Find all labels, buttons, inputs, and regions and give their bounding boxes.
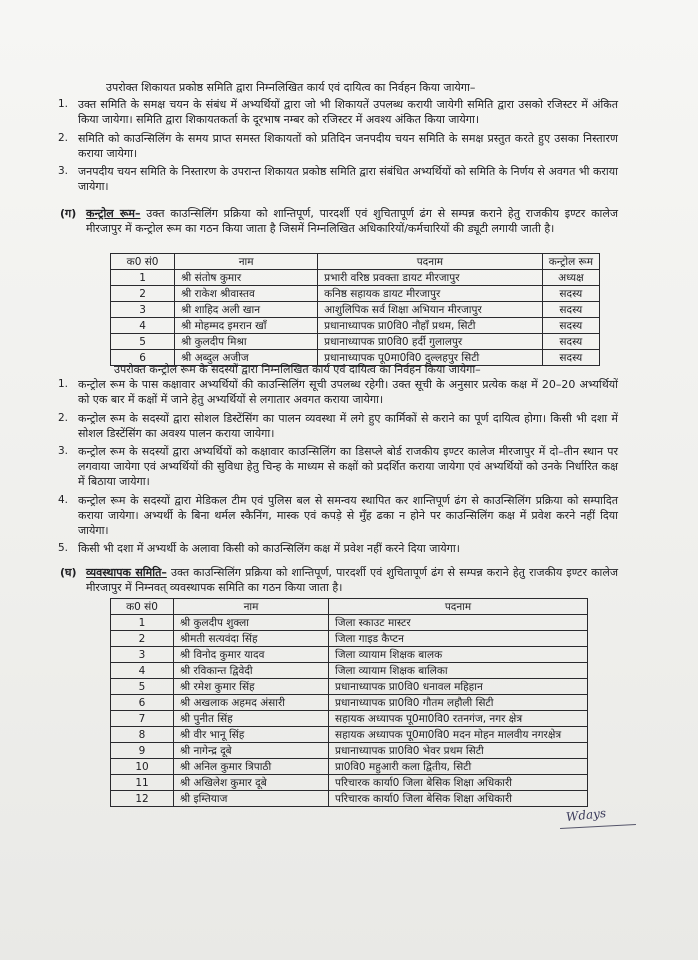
management-committee-table [110, 598, 588, 807]
section-management-committee [60, 565, 618, 595]
cell-role: सदस्य [542, 318, 599, 334]
section-label: (ग) [60, 207, 77, 220]
cell-serial: 2 [111, 631, 174, 647]
cell-serial: 2 [111, 286, 175, 302]
column-header: क0 सं0 [111, 599, 174, 615]
table-row [111, 270, 600, 286]
cell-serial: 10 [111, 759, 174, 775]
cell-designation: सहायक अध्यापक पू0मा0वि0 रतनगंज, नगर क्षेत्र [329, 711, 588, 727]
cell-name: श्री नागेन्द्र दूबे [174, 743, 329, 759]
list-item [58, 444, 618, 490]
cell-serial: 3 [111, 647, 174, 663]
cell-serial: 8 [111, 727, 174, 743]
item-text: कन्ट्रोल रूम के सदस्यों द्वारा मेडिकल टीम एवं पुलिस बल से समन्वय स्थापित कर शान्तिपूर्ण ढंग से काउन्सिलिंग प्रक्रिया को सम्पादित कराया जायेगा। अभ्यर्थी के बिना थर्मल स्कैनिंग, मास्क एवं कपड़े से मुँह ढका न होने पर काउन्सिलिंग कक्ष में प्रवेश करने नहीं दिया जायेगा। [78, 493, 618, 538]
item-text: समिति को काउन्सिलिंग के समय प्राप्त समस्त शिकायतों को प्रतिदिन जनपदीय चयन समिति के समक्ष प्रस्तुत करते हुए उसका निस्तारण कराया जायेगा। [78, 131, 618, 160]
duties-heading: उपरोक्त कन्ट्रोल रूम के सदस्यों द्वारा निम्नलिखित कार्य एवं दायित्व का निर्वहन किया जायेगा– [114, 363, 481, 376]
section-text: उक्त काउन्सिलिंग प्रक्रिया को शान्तिपूर्ण, पारदर्शी एवं शुचितापूर्ण ढंग से सम्पन्न कराने हेतु राजकीय इण्टर कालेज मीरजापुर में कन्ट्रोल रूम का गठन किया जाता है जिसमें निम्नलिखित अधिकारियों/कर्मचारियों की ड्यूटी लगायी जाती है। [86, 207, 618, 236]
cell-serial: 12 [111, 791, 174, 807]
list-item [58, 493, 618, 539]
control-room-table [110, 253, 600, 366]
cell-designation: जिला गाइड कैप्टन [329, 631, 588, 647]
cell-serial: 5 [111, 334, 175, 350]
table-row [111, 695, 588, 711]
cell-name: श्री इम्तियाज [174, 791, 329, 807]
cell-serial: 11 [111, 775, 174, 791]
item-text: उक्त समिति के समक्ष चयन के संबंध में अभ्यर्थियों द्वारा जो भी शिकायतें उपलब्ध करायी जायेगी समिति द्वारा उसको रजिस्टर में अंकित किया जायेगा। समिति द्वारा शिकायतकर्ता के दूरभाष नम्बर को रजिस्टर में अवश्य अंकित किया जायेगा। [78, 98, 618, 127]
item-number: 1. [58, 378, 69, 391]
cell-name: श्री कुलदीप शुक्ला [174, 615, 329, 631]
cell-designation: प्रधानाध्यापक प्रा0वि0 गौतम लहौली सिटी [329, 695, 588, 711]
cell-role: सदस्य [542, 302, 599, 318]
cell-serial: 4 [111, 318, 175, 334]
cell-name: श्री वीर भानू सिंह [174, 727, 329, 743]
handwritten-signature: Wdays [565, 805, 607, 825]
cell-name: श्री अखिलेश कुमार दूबे [174, 775, 329, 791]
table-row [111, 759, 588, 775]
section-intro [86, 206, 618, 236]
cell-designation: प्रधानाध्यापक प्रा0वि0 भेवर प्रथम सिटी [329, 743, 588, 759]
cell-designation: प्रधानाध्यापक प्रा0वि0 हर्दी गुलालपुर [318, 334, 543, 350]
cell-name: श्री कुलदीप मिश्रा [175, 334, 318, 350]
cell-designation: प्रधानाध्यापक प्रा0वि0 नौहाँ प्रथम, सिटी [318, 318, 543, 334]
cell-role: सदस्य [542, 286, 599, 302]
section-label: (घ) [60, 566, 77, 579]
cell-name: श्री रमेश कुमार सिंह [174, 679, 329, 695]
cell-name: श्री विनोद कुमार यादव [174, 647, 329, 663]
cell-designation: जिला व्यायाम शिक्षक बालिका [329, 663, 588, 679]
signature-underline [560, 824, 636, 829]
table-row [111, 663, 588, 679]
cell-designation: परिचारक कार्या0 जिला बेसिक शिक्षा अधिकारी [329, 775, 588, 791]
cell-name: श्री रविकान्त द्विवेदी [174, 663, 329, 679]
cell-role: अध्यक्ष [542, 270, 599, 286]
cell-role: सदस्य [542, 334, 599, 350]
cell-designation: आशुलिपिक सर्व शिक्षा अभियान मीरजापुर [318, 302, 543, 318]
cell-serial: 1 [111, 615, 174, 631]
cell-name: श्री राकेश श्रीवास्तव [175, 286, 318, 302]
cell-designation: कनिष्ठ सहायक डायट मीरजापुर [318, 286, 543, 302]
cell-designation: सहायक अध्यापक पू0मा0वि0 मदन मोहन मालवीय नगरक्षेत्र [329, 727, 588, 743]
cell-name: श्री संतोष कुमार [175, 270, 318, 286]
column-header: नाम [174, 599, 329, 615]
item-text: कन्ट्रोल रूम के सदस्यों द्वारा सोशल डिस्टेंसिंग का पालन व्यवस्था में लगे हुए कार्मिकों से कराने का पूर्ण दायित्व होगा। किसी भी दशा में सोशल डिस्टेंसिंग का अवश्य पालन कराया जायेगा। [78, 411, 618, 440]
cell-name: श्री अब्दुल अजीज [175, 350, 318, 366]
item-number: 1. [58, 98, 69, 111]
table-row [111, 727, 588, 743]
cell-name: श्री मोहम्मद इमरान खाँ [175, 318, 318, 334]
cell-serial: 5 [111, 679, 174, 695]
table-row [111, 791, 588, 807]
table-row [111, 647, 588, 663]
section-heading: व्यवस्थापक समिति– [86, 566, 167, 579]
cell-designation: परिचारक कार्या0 जिला बेसिक शिक्षा अधिकारी [329, 791, 588, 807]
cell-serial: 7 [111, 711, 174, 727]
section-heading: कन्ट्रोल रूम– [86, 207, 141, 220]
intro-heading: उपरोक्त शिकायत प्रकोष्ठ समिति द्वारा निम्नलिखित कार्य एवं दायित्व का निर्वहन किया जायेगा– [106, 81, 476, 94]
cell-designation: प्रभारी वरिष्ठ प्रवक्ता डायट मीरजापुर [318, 270, 543, 286]
table-row [111, 631, 588, 647]
cell-serial: 4 [111, 663, 174, 679]
cell-designation: प्रधानाध्यापक पू0मा0वि0 दुल्लहपुर सिटी [318, 350, 543, 366]
section-text: उक्त काउन्सिलिंग प्रक्रिया को शान्तिपूर्ण, पारदर्शी एवं शुचितापूर्ण ढंग से सम्पन्न कराने हेतु राजकीय इण्टर कालेज मीरजापुर में निम्नवत् व्यवस्थापक समिति का गठन किया जाता है। [86, 566, 618, 595]
cell-designation: प्रधानाध्यापक प्रा0वि0 धनावल महिहान [329, 679, 588, 695]
list-item [58, 164, 618, 194]
column-header: नाम [175, 254, 318, 270]
cell-serial: 6 [111, 695, 174, 711]
table-row [111, 743, 588, 759]
item-number: 2. [58, 131, 69, 144]
item-text: जनपदीय चयन समिति के निस्तारण के उपरान्त शिकायत प्रकोष्ठ समिति द्वारा संबंधित अभ्यर्थियों को समिति के निर्णय से अवगत भी कराया जायेगा। [78, 165, 618, 194]
column-header: क0 सं0 [111, 254, 175, 270]
control-room-duties [58, 362, 618, 556]
intro-section [58, 80, 618, 194]
list-item [58, 131, 618, 161]
table-header-row [111, 254, 600, 270]
table-row [111, 286, 600, 302]
item-text: किसी भी दशा में अभ्यर्थी के अलावा किसी को काउन्सिलिंग कक्ष में प्रवेश नहीं करने दिया जायेगा। [78, 542, 460, 556]
cell-serial: 1 [111, 270, 175, 286]
column-header: पदनाम [318, 254, 543, 270]
item-number: 4. [58, 493, 69, 506]
column-header: पदनाम [329, 599, 588, 615]
item-text: कन्ट्रोल रूम के सदस्यों द्वारा अभ्यर्थियों को कक्षावार काउन्सिलिंग का डिसप्ले बोर्ड राजकीय इण्टर कालेज मीरजापुर में दो–तीन स्थान पर लगवाया जायेगा एवं अभ्यर्थियों की सुविधा हेतु चिन्ह के माध्यम से कक्षों को प्रदर्शित कराया जायेगा एवं अभ्यर्थियों को उनके निर्धारित कक्ष में बिठाया जायेगा। [78, 445, 618, 489]
list-item [58, 377, 618, 407]
cell-name: श्री पुनीत सिंह [174, 711, 329, 727]
cell-serial: 9 [111, 743, 174, 759]
cell-designation: प्रा0वि0 महुआरी कला द्वितीय, सिटी [329, 759, 588, 775]
item-text: कन्ट्रोल रूम के पास कक्षावार अभ्यर्थियों की काउन्सिलिंग सूची उपलब्ध रहेगी। उक्त सूची के अनुसार प्रत्येक कक्ष में 20–20 अभ्यर्थियों को एक बार में कक्षों में जाने हेतु अभ्यर्थियों से लगातार अवगत कराया जायेगा। [78, 378, 618, 407]
item-number: 5. [58, 542, 69, 555]
list-item [58, 541, 618, 556]
table-row [111, 318, 600, 334]
cell-serial: 3 [111, 302, 175, 318]
cell-designation: जिला व्यायाम शिक्षक बालक [329, 647, 588, 663]
item-number: 3. [58, 445, 69, 458]
list-item [58, 411, 618, 441]
section-intro [86, 565, 618, 595]
table-row [111, 334, 600, 350]
section-control-room [60, 206, 618, 236]
list-item [58, 97, 618, 127]
table-row [111, 679, 588, 695]
cell-designation: जिला स्काउट मास्टर [329, 615, 588, 631]
table-row [111, 775, 588, 791]
item-number: 3. [58, 165, 69, 178]
cell-serial: 6 [111, 350, 175, 366]
cell-name: श्री अनिल कुमार त्रिपाठी [174, 759, 329, 775]
table-row [111, 615, 588, 631]
cell-name: श्री शाहिद अली खान [175, 302, 318, 318]
column-header: कन्ट्रोल रूम [542, 254, 599, 270]
cell-name: श्री अखलाक अहमद अंसारी [174, 695, 329, 711]
cell-role: सदस्य [542, 350, 599, 366]
table-row [111, 302, 600, 318]
item-number: 2. [58, 411, 69, 424]
table-header-row [111, 599, 588, 615]
cell-name: श्रीमती सत्यवंदा सिंह [174, 631, 329, 647]
table-row [111, 711, 588, 727]
